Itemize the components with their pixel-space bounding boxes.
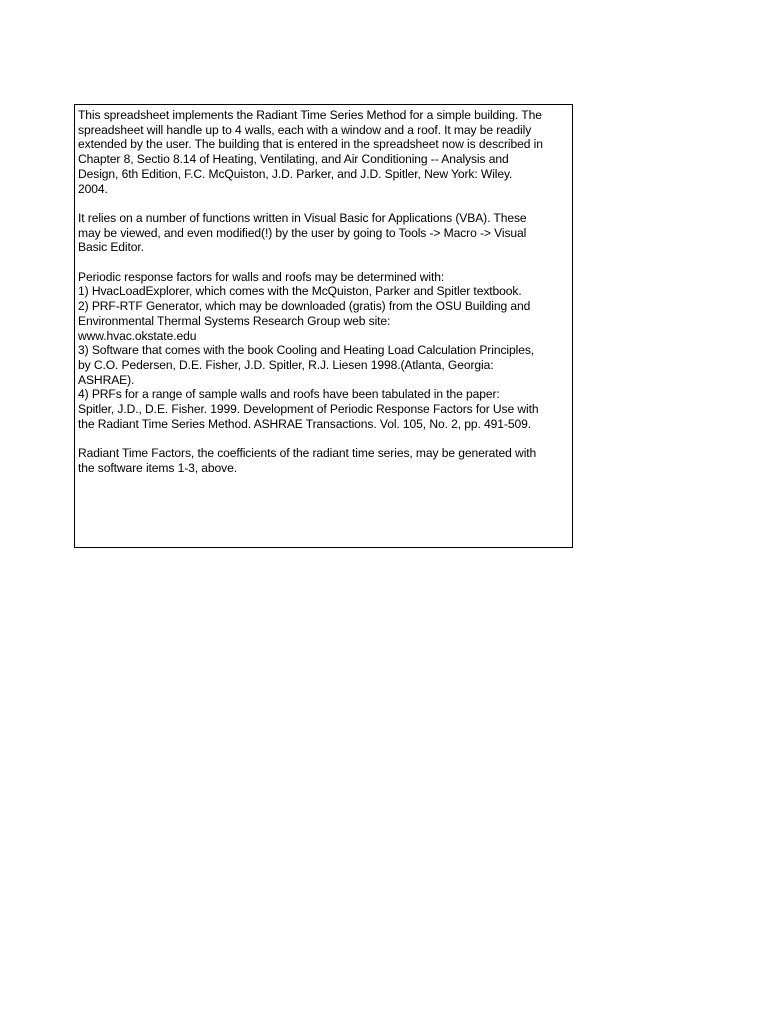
vba-paragraph: It relies on a number of functions written in Visual Basic for Applications (VBA). These may be viewed, and even modified(!) by the user by going to Tools -> Macro -> Visual Basic Editor. [78, 210, 527, 255]
response-factors-paragraph: Periodic response factors for walls and roofs may be determined with: 1) HvacLoadExplorer, which comes with the McQuiston, Parker and Spitler textbook. 2) PRF-RTF Generator, which may be downloaded (gratis) from the OSU Building and Environmental Thermal Systems Research Group web site: www.hvac.okstate.edu 3) Software that comes with the book Cooling and Heating Load Calculation Principles, by C.O. Pedersen, D.E. Fisher, J.D. Spitler, R.J. Liesen 1998.(Atlanta, Georgia: ASHRAE). 4) PRFs for a range of sample walls and roofs have been tabulated in the paper: Spitler, J.D., D.E. Fisher. 1999. Development of Periodic Response Factors for Use with the Radiant Time Series Method. ASHRAE Transactions. Vol. 105, No. 2, pp. 491-509. [78, 269, 539, 431]
paragraph-spacer [78, 196, 569, 211]
spreadsheet-note-textbox [74, 104, 573, 548]
radiant-time-factors-paragraph: Radiant Time Factors, the coefficients of the radiant time series, may be generated with the software items 1-3, above. [78, 446, 537, 475]
intro-paragraph: This spreadsheet implements the Radiant Time Series Method for a simple building. The spreadsheet will handle up to 4 walls, each with a window and a roof. It may be readily extended by the user. The building that is entered in the spreadsheet now is described in Chapter 8, Sectio 8.14 of Heating, Ventilating, and Air Conditioning -- Analysis and Design, 6th Edition, F.C. McQuiston, J.D. Parker, and J.D. Spitler, New York: Wiley. 2004. [78, 108, 543, 196]
paragraph-spacer [78, 431, 569, 446]
paragraph-spacer [78, 255, 569, 270]
